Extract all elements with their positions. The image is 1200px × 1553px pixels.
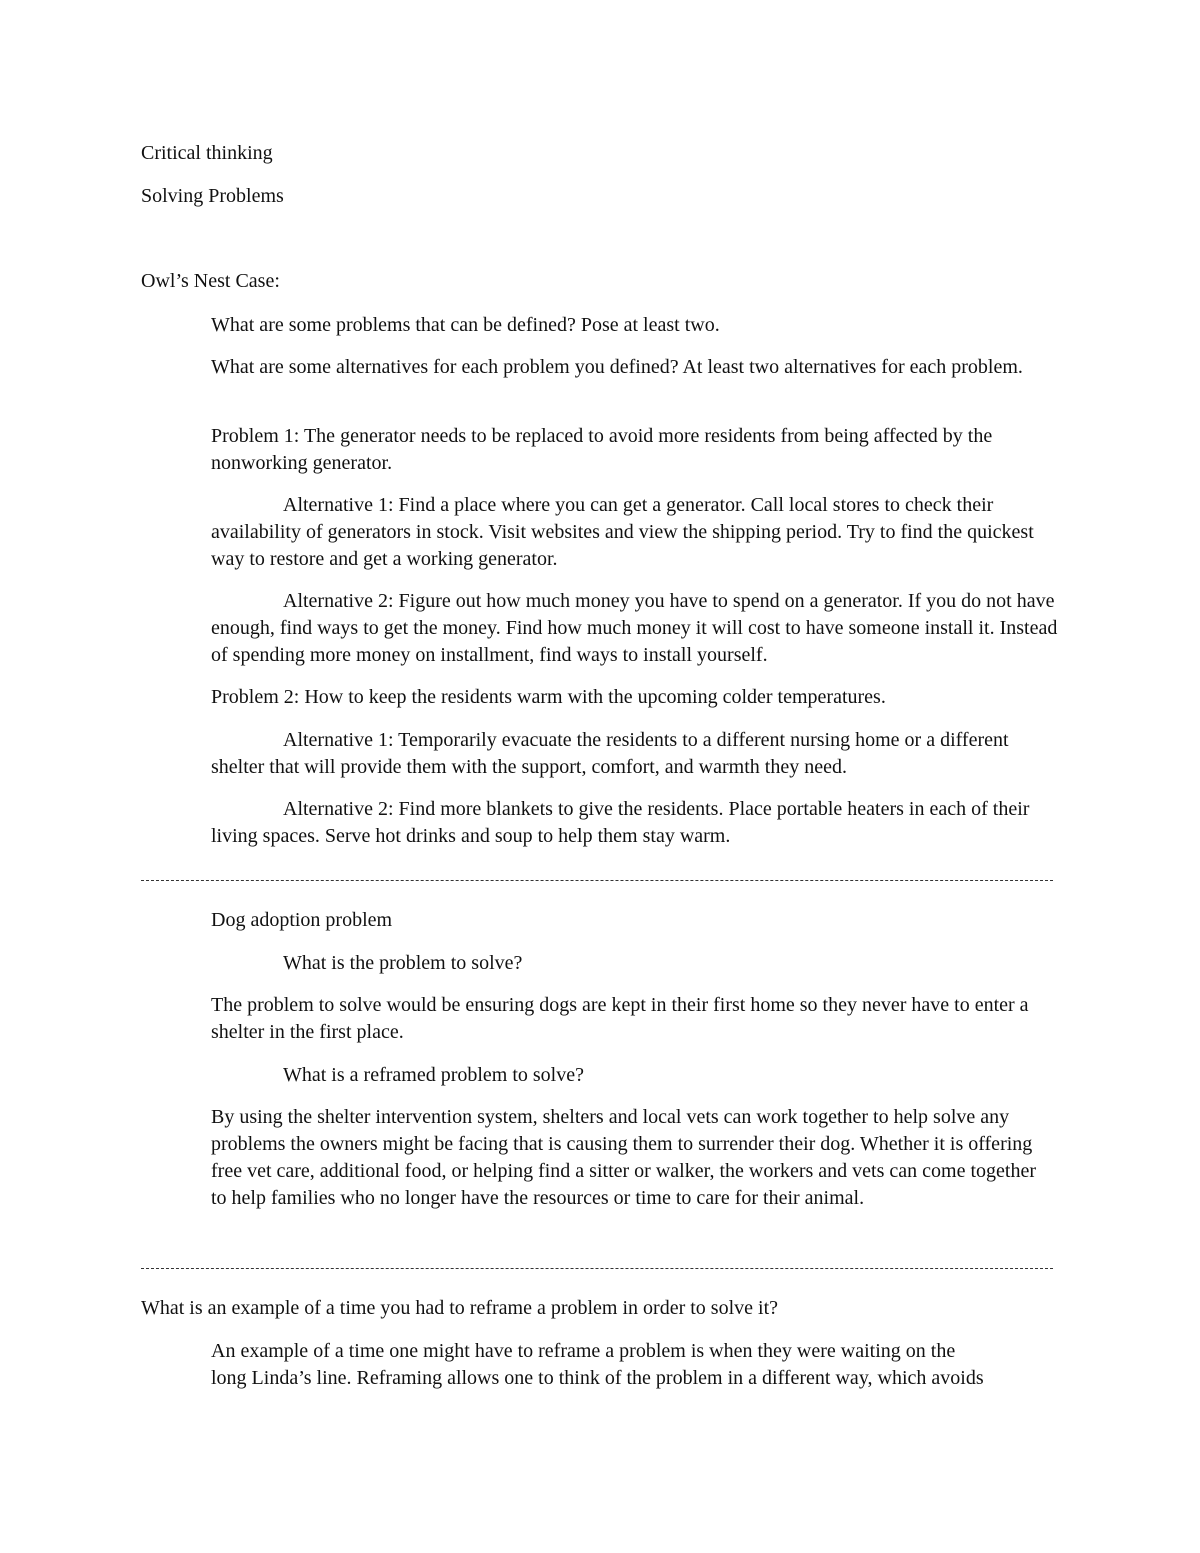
owls-nest-question-2: What are some alternatives for each problem you defined? At least two alternatives for each problem. — [211, 356, 1023, 378]
section-divider-2 — [141, 1268, 1053, 1269]
problem-2-alternative-1: Alternative 1: Temporarily evacuate the residents to a different nursing home or a different shelter that will provide them with the support, comfort, and warmth they need. — [211, 729, 1009, 778]
owls-nest-question-1: What are some problems that can be defined? Pose at least two. — [211, 314, 720, 336]
dog-adoption-answer-2: By using the shelter intervention system, shelters and local vets can work together to help solve any problems the owners might be facing that is causing them to surrender their dog. Whether it is offering free vet care, additional food, or helping find a sitter or walker, the workers and vets can come together to help families who no longer have the resources or time to care for their animal. — [211, 1106, 1036, 1209]
problem-1-alternative-2: Alternative 2: Figure out how much money you have to spend on a generator. If you do not have enough, find ways to get the money. Find how much money it will cost to have someone install it. Instead of spending more money on installment, find ways to install yourself. — [211, 590, 1058, 666]
problem-1: Problem 1: The generator needs to be replaced to avoid more residents from being affected by the nonworking generator. — [211, 425, 993, 474]
topic-title: Solving Problems — [141, 185, 284, 207]
reframe-answer-line-2: long Linda’s line. Reframing allows one to think of the problem in a different way, which avoids — [211, 1367, 984, 1389]
dog-adoption-question-2: What is a reframed problem to solve? — [283, 1064, 584, 1086]
problem-2: Problem 2: How to keep the residents warm with the upcoming colder temperatures. — [211, 686, 886, 708]
reframe-question: What is an example of a time you had to reframe a problem in order to solve it? — [141, 1297, 779, 1319]
owls-nest-heading: Owl’s Nest Case: — [141, 270, 280, 292]
section-divider — [141, 880, 1053, 881]
dog-adoption-heading: Dog adoption problem — [211, 909, 393, 931]
course-title: Critical thinking — [141, 142, 273, 164]
dog-adoption-question-1: What is the problem to solve? — [283, 952, 523, 974]
problem-1-alternative-1: Alternative 1: Find a place where you can get a generator. Call local stores to check their availability of generators in stock. Visit websites and view the shipping period. Try to find the quickest way to restore and get a working generator. — [211, 494, 1034, 570]
reframe-answer-line-1: An example of a time one might have to reframe a problem is when they were waiting on the — [211, 1340, 956, 1362]
problem-2-alternative-2: Alternative 2: Find more blankets to give the residents. Place portable heaters in each of their living spaces. Serve hot drinks and soup to help them stay warm. — [211, 798, 1030, 847]
dog-adoption-answer-1: The problem to solve would be ensuring dogs are kept in their first home so they never have to enter a shelter in the first place. — [211, 994, 1029, 1043]
